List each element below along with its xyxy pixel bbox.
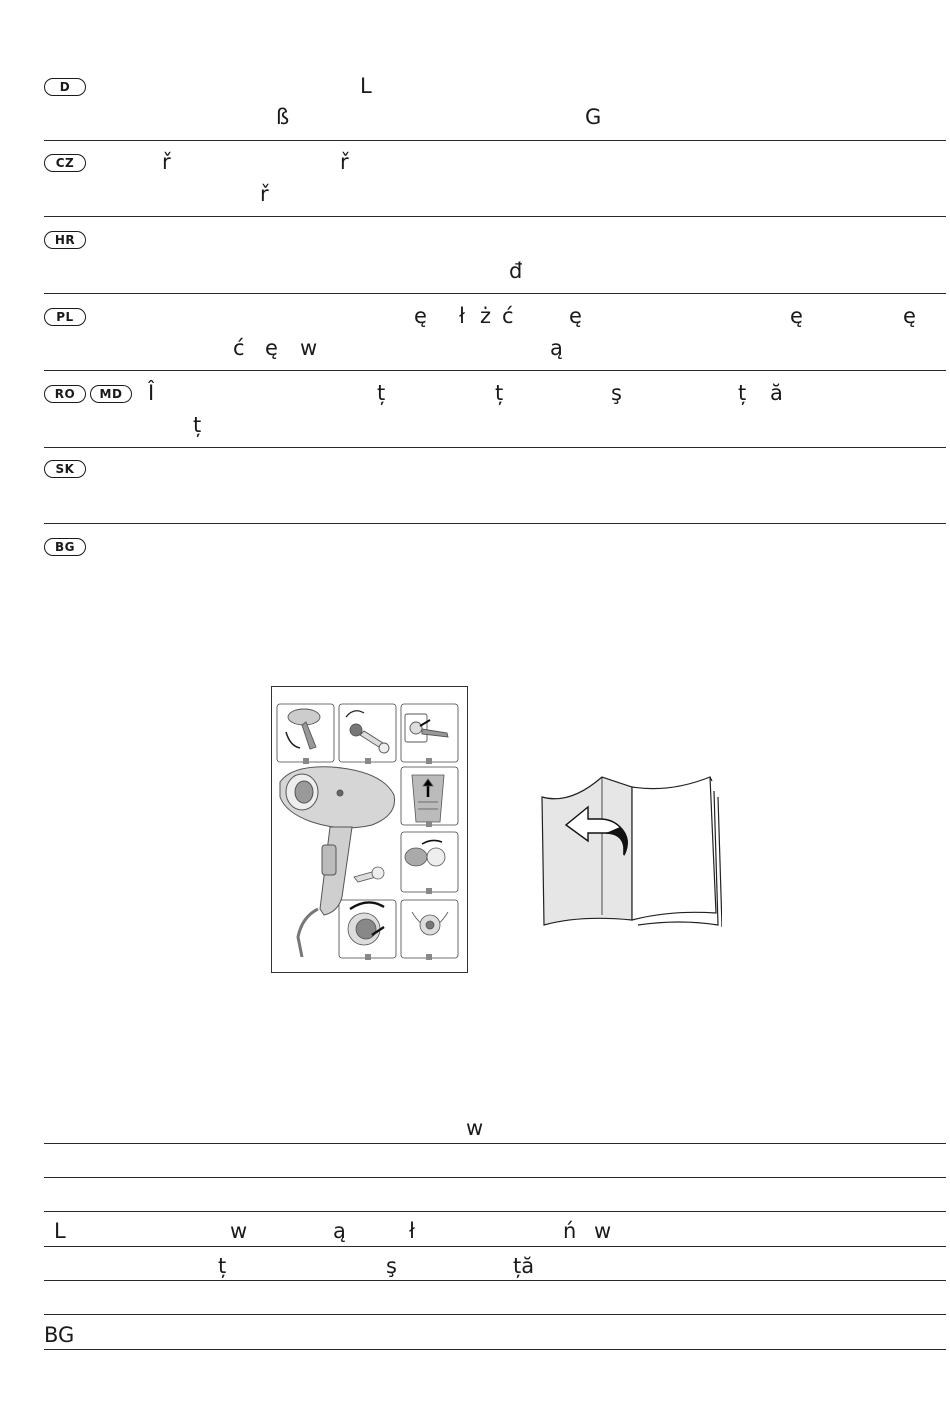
language-badge-hr: HR — [44, 231, 86, 249]
footer-divider — [44, 1143, 946, 1144]
pl-glyph: ę — [903, 304, 916, 328]
section-divider — [44, 140, 946, 141]
language-badge-md: MD — [90, 385, 132, 403]
pl-glyph: ę — [569, 304, 582, 328]
footer-divider — [44, 1177, 946, 1178]
cz-glyph: ř — [162, 150, 171, 174]
ro-glyph: ț — [193, 413, 202, 437]
language-badge-sk: SK — [44, 460, 86, 478]
footer-glyph: ą — [333, 1219, 346, 1243]
pl-glyph: ę — [265, 336, 278, 360]
footer-glyph: w — [466, 1116, 484, 1140]
hair-dryer-illustration — [272, 687, 467, 972]
section-divider — [44, 523, 946, 524]
section-divider — [44, 370, 946, 371]
footer-glyph: ł — [409, 1219, 415, 1243]
footer-glyph: ń — [563, 1219, 577, 1243]
fold-out-page-icon — [540, 775, 722, 935]
footer-glyph: ț — [218, 1254, 227, 1278]
footer-glyph: w — [230, 1219, 248, 1243]
pl-glyph: w — [300, 336, 318, 360]
ro-glyph: ş — [611, 381, 622, 405]
ro-glyph: ă — [770, 381, 783, 405]
pl-glyph: ę — [790, 304, 803, 328]
language-badge-bg: BG — [44, 538, 86, 556]
pl-glyph: ą — [550, 336, 563, 360]
footer-divider — [44, 1246, 946, 1247]
de-glyph: G — [585, 105, 602, 129]
pl-glyph: ż — [480, 304, 492, 328]
hr-glyph: đ — [509, 259, 523, 283]
ro-glyph: Î — [148, 381, 155, 405]
de-glyph: ß — [276, 105, 290, 129]
footer-glyph: w — [594, 1219, 612, 1243]
language-badge-de: D — [44, 78, 86, 96]
footer-glyph: ță — [513, 1254, 535, 1278]
footer-divider — [44, 1349, 946, 1350]
section-divider — [44, 293, 946, 294]
de-glyph: L — [360, 74, 372, 98]
ro-glyph: ț — [377, 381, 386, 405]
footer-divider — [44, 1280, 946, 1281]
section-divider — [44, 447, 946, 448]
ro-glyph: ț — [495, 381, 504, 405]
language-badge-cz: CZ — [44, 154, 86, 172]
ro-glyph: ț — [738, 381, 747, 405]
pl-glyph: ł — [459, 304, 465, 328]
footer-glyph: L — [54, 1219, 66, 1243]
footer-divider — [44, 1314, 946, 1315]
language-badge-ro: RO — [44, 385, 86, 403]
quick-guide-figure — [271, 686, 468, 973]
pl-glyph: ć — [502, 304, 514, 328]
pl-glyph: ę — [414, 304, 427, 328]
section-divider — [44, 216, 946, 217]
footer-divider — [44, 1211, 946, 1212]
cz-glyph: ř — [260, 182, 269, 206]
footer-label-bg: BG — [44, 1323, 75, 1347]
cz-glyph: ř — [340, 150, 349, 174]
footer-glyph: ş — [386, 1254, 397, 1278]
pl-glyph: ć — [233, 336, 245, 360]
language-badge-pl: PL — [44, 308, 86, 326]
